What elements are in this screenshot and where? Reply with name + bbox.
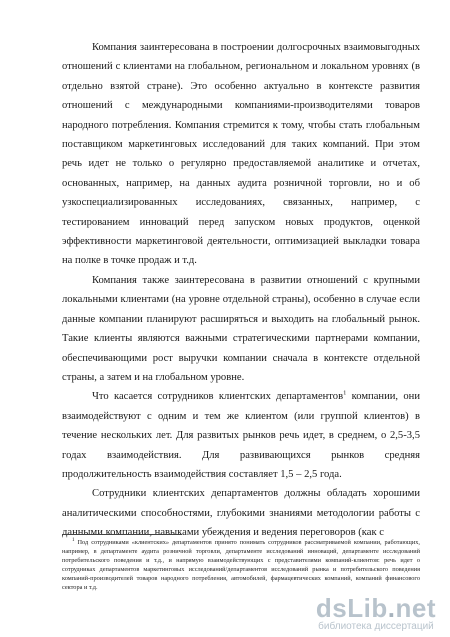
footnote — [62, 539, 420, 592]
footnote-reference[interactable]: 1 — [343, 389, 347, 397]
paragraph-3 — [62, 387, 420, 484]
footnote-mark: 1 — [72, 537, 75, 543]
document-body — [62, 38, 420, 543]
paragraph-4: Сотрудники клиентских департаментов должны обладать хорошими аналитическими способностями, глубокими знаниями методологии работы с данными компании, навыками убеждения и ведения переговоров (как с — [62, 488, 420, 539]
watermark-logo — [316, 595, 436, 621]
watermark-logo-tld: net — [395, 593, 436, 623]
watermark-logo-main: dsLib — [315, 593, 388, 623]
watermark-logo-dot: . — [387, 593, 396, 623]
paragraph-1: Компания заинтересована в построении долгосрочных взаимовыгодных отношений с клиентами на глобальном, региональном и локальном уровнях (в отдельно взятой стране). Это особенно актуально в контексте развития отношений с международными компаниями-производителями товаров народного потребления. Компания стремится к тому, чтобы стать глобальным поставщиком маркетинговых исследований для таких компаний. При этом речь идет не только о регулярно предоставляемой аналитике и отчетах, основанных, например, на данных аудита розничной торговли, но и об узкоспециализированных исследованиях, связанных, например, с тестированием инноваций перед запуском новых продуктов, оценкой эффективности маркетинговой деятельности, оптимизацией выкладки товара на полке в точке продаж и т.д. — [62, 42, 420, 267]
paragraph-3-end: компании, они взаимодействуют с одним и тем же клиентом (или группой клиентов) в течение нескольких лет. Для развитых рынков речь идет, в среднем, о 2,5-3,5 годах взаимодействия. Для развивающихся рынков средняя продолжительность взаимодействия составляет 1,5 – 2,5 года. — [62, 391, 420, 480]
paragraph-2: Компания также заинтересована в развитии отношений с крупными локальными клиентами (на уровне отдельной страны), особенно в случае если данные компании планируют расширяться и выходить на глобальный рынок. Такие клиенты являются важными стратегическими партнерами компании, обеспечивающими рост выручки компании сначала в контексте отдельной страны, а затем и на глобальном уровне. — [62, 274, 420, 383]
dslib-watermark — [316, 595, 436, 633]
footnote-text: Под сотрудниками «клиентских» департаментов принято понимать сотрудников рассматриваемой компании, работающих, например, в департаменте аудита розничной торговли, департаменте исследований инноваций, департаменте исследований потребительского поведения и т.д., и напрямую взаимодействующих с представителями компаний-клиентов: речь идет о сотрудниках департаментов маркетинговых исследований/департаментов исследований рынка и потребительского поведения компаний-производителей товаров народного потребления, автомобилей, фармацевтических компаний, компаний финансового сектора и т.д. — [62, 539, 420, 591]
footnote-separator — [62, 534, 182, 535]
paragraph-3-start: Что касается сотрудников клиентских департаментов — [92, 391, 344, 403]
watermark-subtitle: библиотека диссертаций — [318, 621, 434, 632]
